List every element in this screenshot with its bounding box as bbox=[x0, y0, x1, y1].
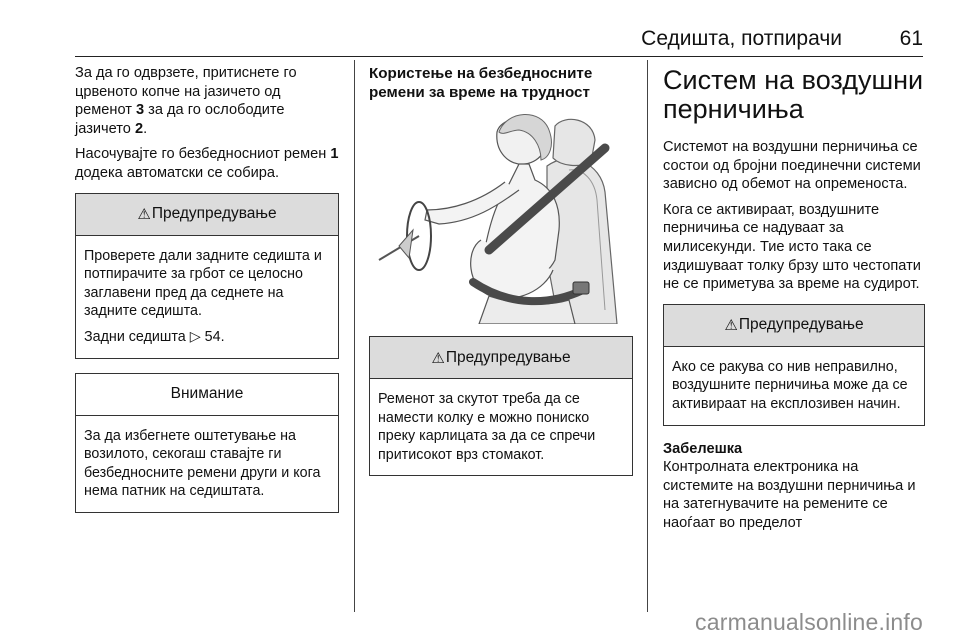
warning-triangle-icon: ⚠ bbox=[724, 317, 738, 335]
page-header bbox=[0, 0, 960, 60]
reference-page: 54 bbox=[204, 328, 221, 345]
column-divider-2 bbox=[647, 60, 648, 612]
attention-header bbox=[76, 374, 338, 416]
warning-header bbox=[664, 305, 924, 347]
attention-title: Внимание bbox=[170, 385, 244, 403]
note-section bbox=[663, 440, 925, 533]
column-1 bbox=[75, 64, 339, 527]
warning-box-pregnancy bbox=[369, 336, 633, 476]
warning-title: Предупредување bbox=[738, 316, 864, 334]
column-3 bbox=[663, 64, 925, 540]
unbuckle-paragraph: За да го одврзете, притиснете го црвеното копче на јазичето од ременот 3 за да го ослободите јазичето 2. bbox=[75, 65, 297, 137]
attention-text: За да избегнете оштетување на возилото, секогаш ставајте ги безбедносните ремени други и кога нема патник на седиштата. bbox=[84, 427, 321, 500]
note-text: Контролната електроника на системите на воздушни перничиња и на затегнувачите на ремените се наоѓаат во пределот bbox=[663, 459, 916, 531]
airbag-intro-paragraph: Системот на воздушни перничиња се состои од бројни поединечни системи зависно од обемот на опременоста. bbox=[663, 139, 921, 193]
page-reference-arrow-icon: ▷ bbox=[189, 328, 201, 345]
column-2 bbox=[369, 64, 633, 490]
warning-text: Ременот за скутот треба да се намести колку е можно пониско преку карлицата за да се спречи притисокот врз стомакот. bbox=[378, 391, 596, 463]
warning-title: Предупредување bbox=[151, 205, 277, 223]
warning-triangle-icon: ⚠ bbox=[431, 349, 445, 367]
column-divider-1 bbox=[354, 60, 355, 612]
pregnant-woman-seatbelt-illustration bbox=[369, 110, 633, 324]
warning-triangle-icon: ⚠ bbox=[137, 206, 151, 224]
section-title: Седишта, потпирачи bbox=[641, 27, 842, 50]
airbag-heading: Систем на воздушни перничиња bbox=[663, 65, 924, 124]
cross-reference: Задни седишта ▷ 54. bbox=[84, 328, 225, 345]
airbag-activation-paragraph: Кога се активираат, воздушните перничиња се надуваат за милисекунди. Тие исто така се издишуваат толку брзу што честопати не се приметува за време на судирот. bbox=[663, 201, 921, 293]
retract-paragraph: Насочувајте го безбедносниот ремен 1 додека автоматски се собира. bbox=[75, 146, 339, 181]
warning-header bbox=[370, 337, 632, 379]
warning-title: Предупредување bbox=[445, 348, 571, 366]
watermark: carmanualsonline.info bbox=[695, 609, 923, 635]
warning-text: Проверете дали задните седишта и потпирачите за грбот се целосно заглавени пред да седнете на задните седишта. bbox=[84, 247, 322, 320]
note-title: Забелешка bbox=[663, 440, 743, 457]
warning-box-rear-seats bbox=[75, 193, 339, 359]
warning-header bbox=[76, 194, 338, 236]
pregnancy-heading: Користење на безбедносните ремени за време на трудност bbox=[369, 65, 593, 101]
warning-box-airbag bbox=[663, 304, 925, 426]
warning-text: Ако се ракува со нив неправилно, воздушните перничиња може да се активираат на експлозивен начин. bbox=[672, 358, 908, 412]
page-number: 61 bbox=[899, 27, 923, 50]
header-rule bbox=[75, 56, 923, 57]
attention-box bbox=[75, 373, 339, 513]
